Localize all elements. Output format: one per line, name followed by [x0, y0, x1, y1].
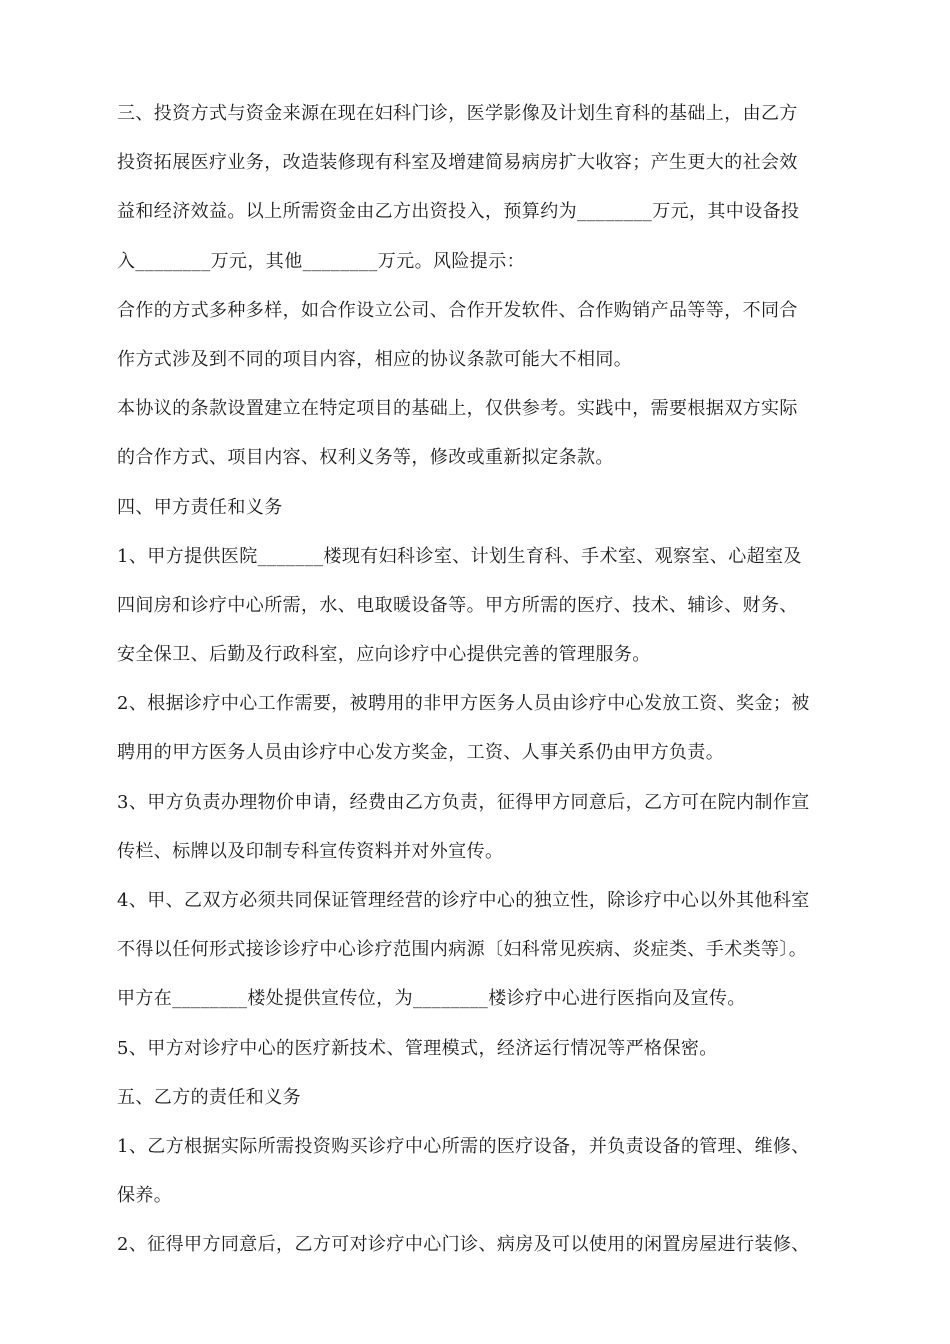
text-line: 投资拓展医疗业务，改造装修现有科室及增建简易病房扩大收容；产生更大的社会效 [117, 152, 798, 174]
text-line: 1、甲方提供医院_______楼现有妇科诊室、计划生育科、手术室、观察室、心超室及 [117, 545, 802, 567]
text-line: 安全保卫、后勤及行政科室，应向诊疗中心提供完善的管理服务。 [117, 644, 651, 666]
text-line: 益和经济效益。以上所需资金由乙方出资投入，预算约为________万元，其中设备投 [117, 201, 800, 223]
text-line: 甲方在________楼处提供宣传位，为________楼诊疗中心进行医指向及宣传。 [117, 988, 746, 1010]
section-heading: 五、乙方的责任和义务 [117, 1086, 301, 1108]
text-line: 不得以任何形式接诊诊疗中心诊疗范围内病源〔妇科常见疾病、炎症类、手术类等〕。 [117, 939, 808, 961]
text-line: 四间房和诊疗中心所需，水、电取暖设备等。甲方所需的医疗、技术、辅诊、财务、 [117, 594, 798, 616]
section-heading: 四、甲方责任和义务 [117, 496, 283, 518]
text-line: 保养。 [117, 1185, 173, 1207]
text-line: 三、投资方式与资金来源在现在妇科门诊，医学影像及计划生育科的基础上，由乙方 [117, 103, 798, 124]
text-line: 2、征得甲方同意后，乙方可对诊疗中心门诊、病房及可以使用的闲置房屋进行装修、 [117, 1234, 810, 1256]
text-line: 4、甲、乙双方必须共同保证管理经营的诊疗中心的独立性，除诊疗中心以外其他科室 [117, 890, 810, 911]
text-line: 合作的方式多种多样，如合作设立公司、合作开发软件、合作购销产品等等，不同合 [117, 299, 798, 321]
text-line: 3、甲方负责办理物价申请，经费由乙方负责，征得甲方同意后，乙方可在院内制作宣 [117, 791, 810, 813]
text-line: 传栏、标牌以及印制专科宣传资料并对外宣传。 [117, 840, 504, 862]
text-line: 1、乙方根据实际所需投资购买诊疗中心所需的医疗设备，并负责设备的管理、维修、 [117, 1135, 810, 1157]
text-line: 本协议的条款设置建立在特定项目的基础上，仅供参考。实践中，需要根据双方实际 [117, 398, 798, 420]
text-line: 聘用的甲方医务人员由诊疗中心发方奖金，工资、人事关系仍由甲方负责。 [117, 742, 725, 764]
text-line: 2、根据诊疗中心工作需要，被聘用的非甲方医务人员由诊疗中心发放工资、奖金；被 [117, 693, 810, 715]
document-body [117, 98, 841, 1279]
text-line: 5、甲方对诊疗中心的医疗新技术、管理模式，经济运行情况等严格保密。 [117, 1037, 718, 1059]
text-line: 的合作方式、项目内容、权利义务等，修改或重新拟定条款。 [117, 447, 614, 469]
text-line: 作方式涉及到不同的项目内容，相应的协议条款可能大不相同。 [117, 348, 633, 370]
text-line: 入________万元，其他________万元。风险提示： [117, 250, 525, 272]
